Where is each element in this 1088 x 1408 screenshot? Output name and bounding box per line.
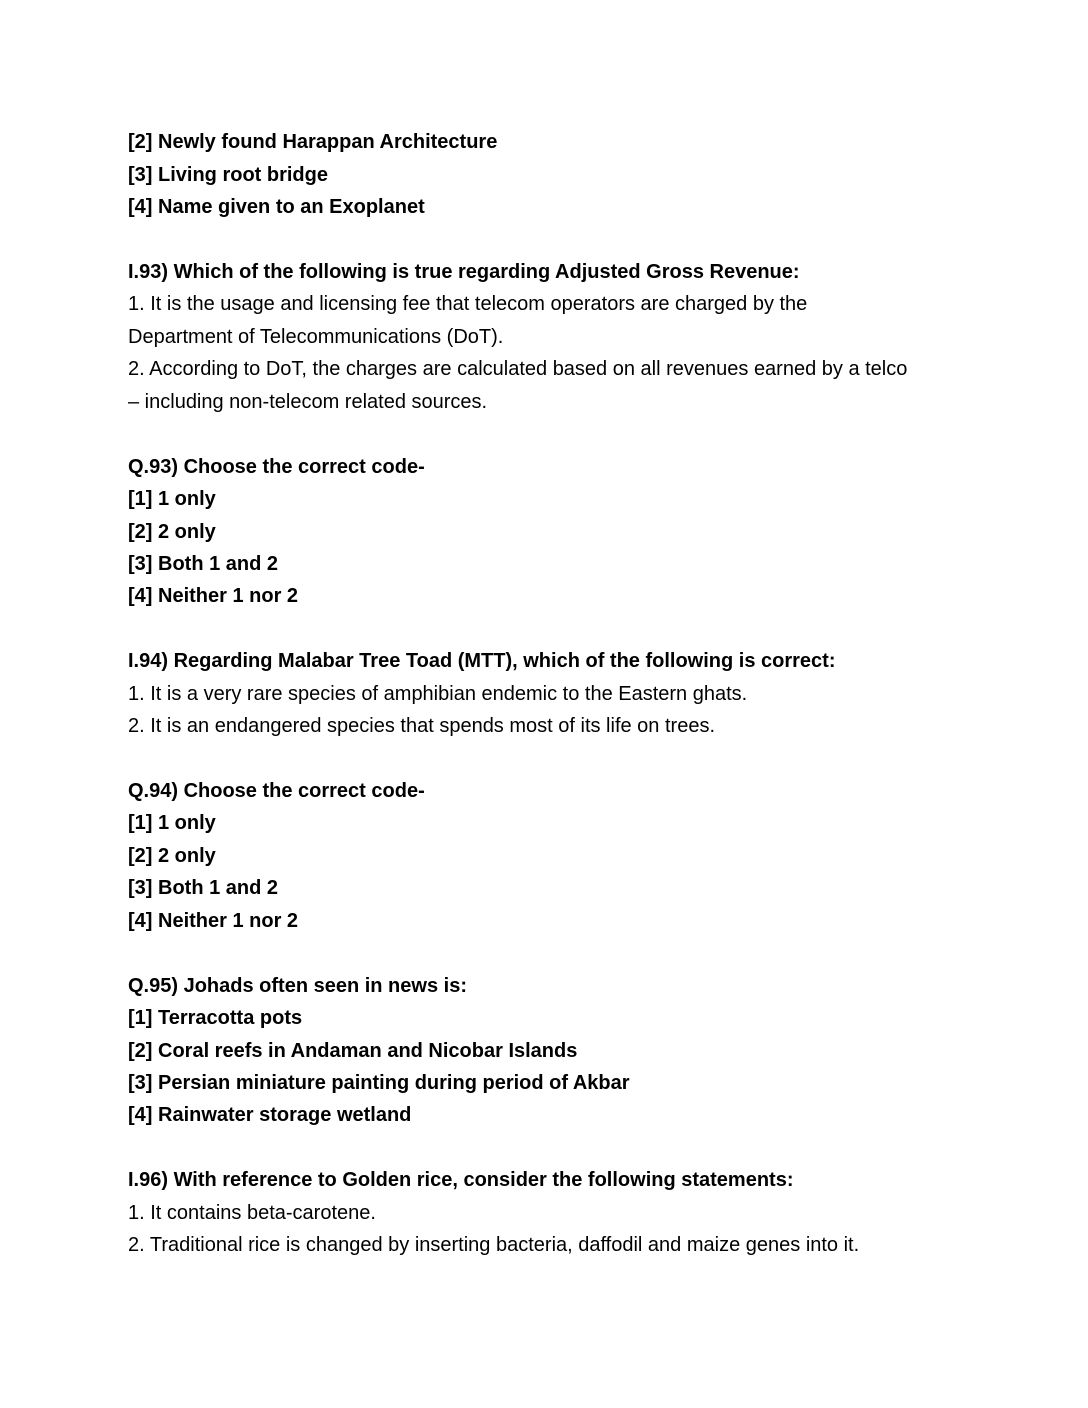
question-heading: I.96) With reference to Golden rice, consider the following statements: [128, 1169, 794, 1191]
statement: Department of Telecommunications (DoT). [128, 326, 504, 348]
option: [2] Coral reefs in Andaman and Nicobar Islands [128, 1040, 578, 1062]
option: [4] Rainwater storage wetland [128, 1104, 412, 1126]
option: [2] 2 only [128, 521, 216, 543]
option: [1] 1 only [128, 488, 216, 510]
statement: 1. It is the usage and licensing fee that telecom operators are charged by the [128, 293, 808, 315]
statement: 2. It is an endangered species that spends most of its life on trees. [128, 715, 716, 737]
statement: 2. Traditional rice is changed by inserting bacteria, daffodil and maize genes into it. [128, 1234, 860, 1256]
statement: 1. It is a very rare species of amphibian endemic to the Eastern ghats. [128, 683, 748, 705]
option: [4] Name given to an Exoplanet [128, 196, 425, 218]
option: [3] Persian miniature painting during period of Akbar [128, 1072, 630, 1094]
question-heading: I.93) Which of the following is true regarding Adjusted Gross Revenue: [128, 261, 800, 283]
option: [1] 1 only [128, 812, 216, 834]
option: [4] Neither 1 nor 2 [128, 910, 299, 932]
question-heading: Q.95) Johads often seen in news is: [128, 975, 467, 997]
question-heading: Q.93) Choose the correct code- [128, 456, 425, 478]
option: [2] 2 only [128, 845, 216, 867]
question-heading: Q.94) Choose the correct code- [128, 780, 425, 802]
option: [3] Both 1 and 2 [128, 553, 279, 575]
option: [3] Both 1 and 2 [128, 877, 279, 899]
statement: – including non-telecom related sources. [128, 391, 488, 413]
statement: 2. According to DoT, the charges are calculated based on all revenues earned by a telco [128, 358, 908, 380]
option: [3] Living root bridge [128, 164, 328, 186]
statement: 1. It contains beta-carotene. [128, 1202, 376, 1224]
option: [4] Neither 1 nor 2 [128, 585, 299, 607]
option: [1] Terracotta pots [128, 1007, 303, 1029]
question-heading: I.94) Regarding Malabar Tree Toad (MTT), which of the following is correct: [128, 650, 836, 672]
option: [2] Newly found Harappan Architecture [128, 131, 498, 153]
